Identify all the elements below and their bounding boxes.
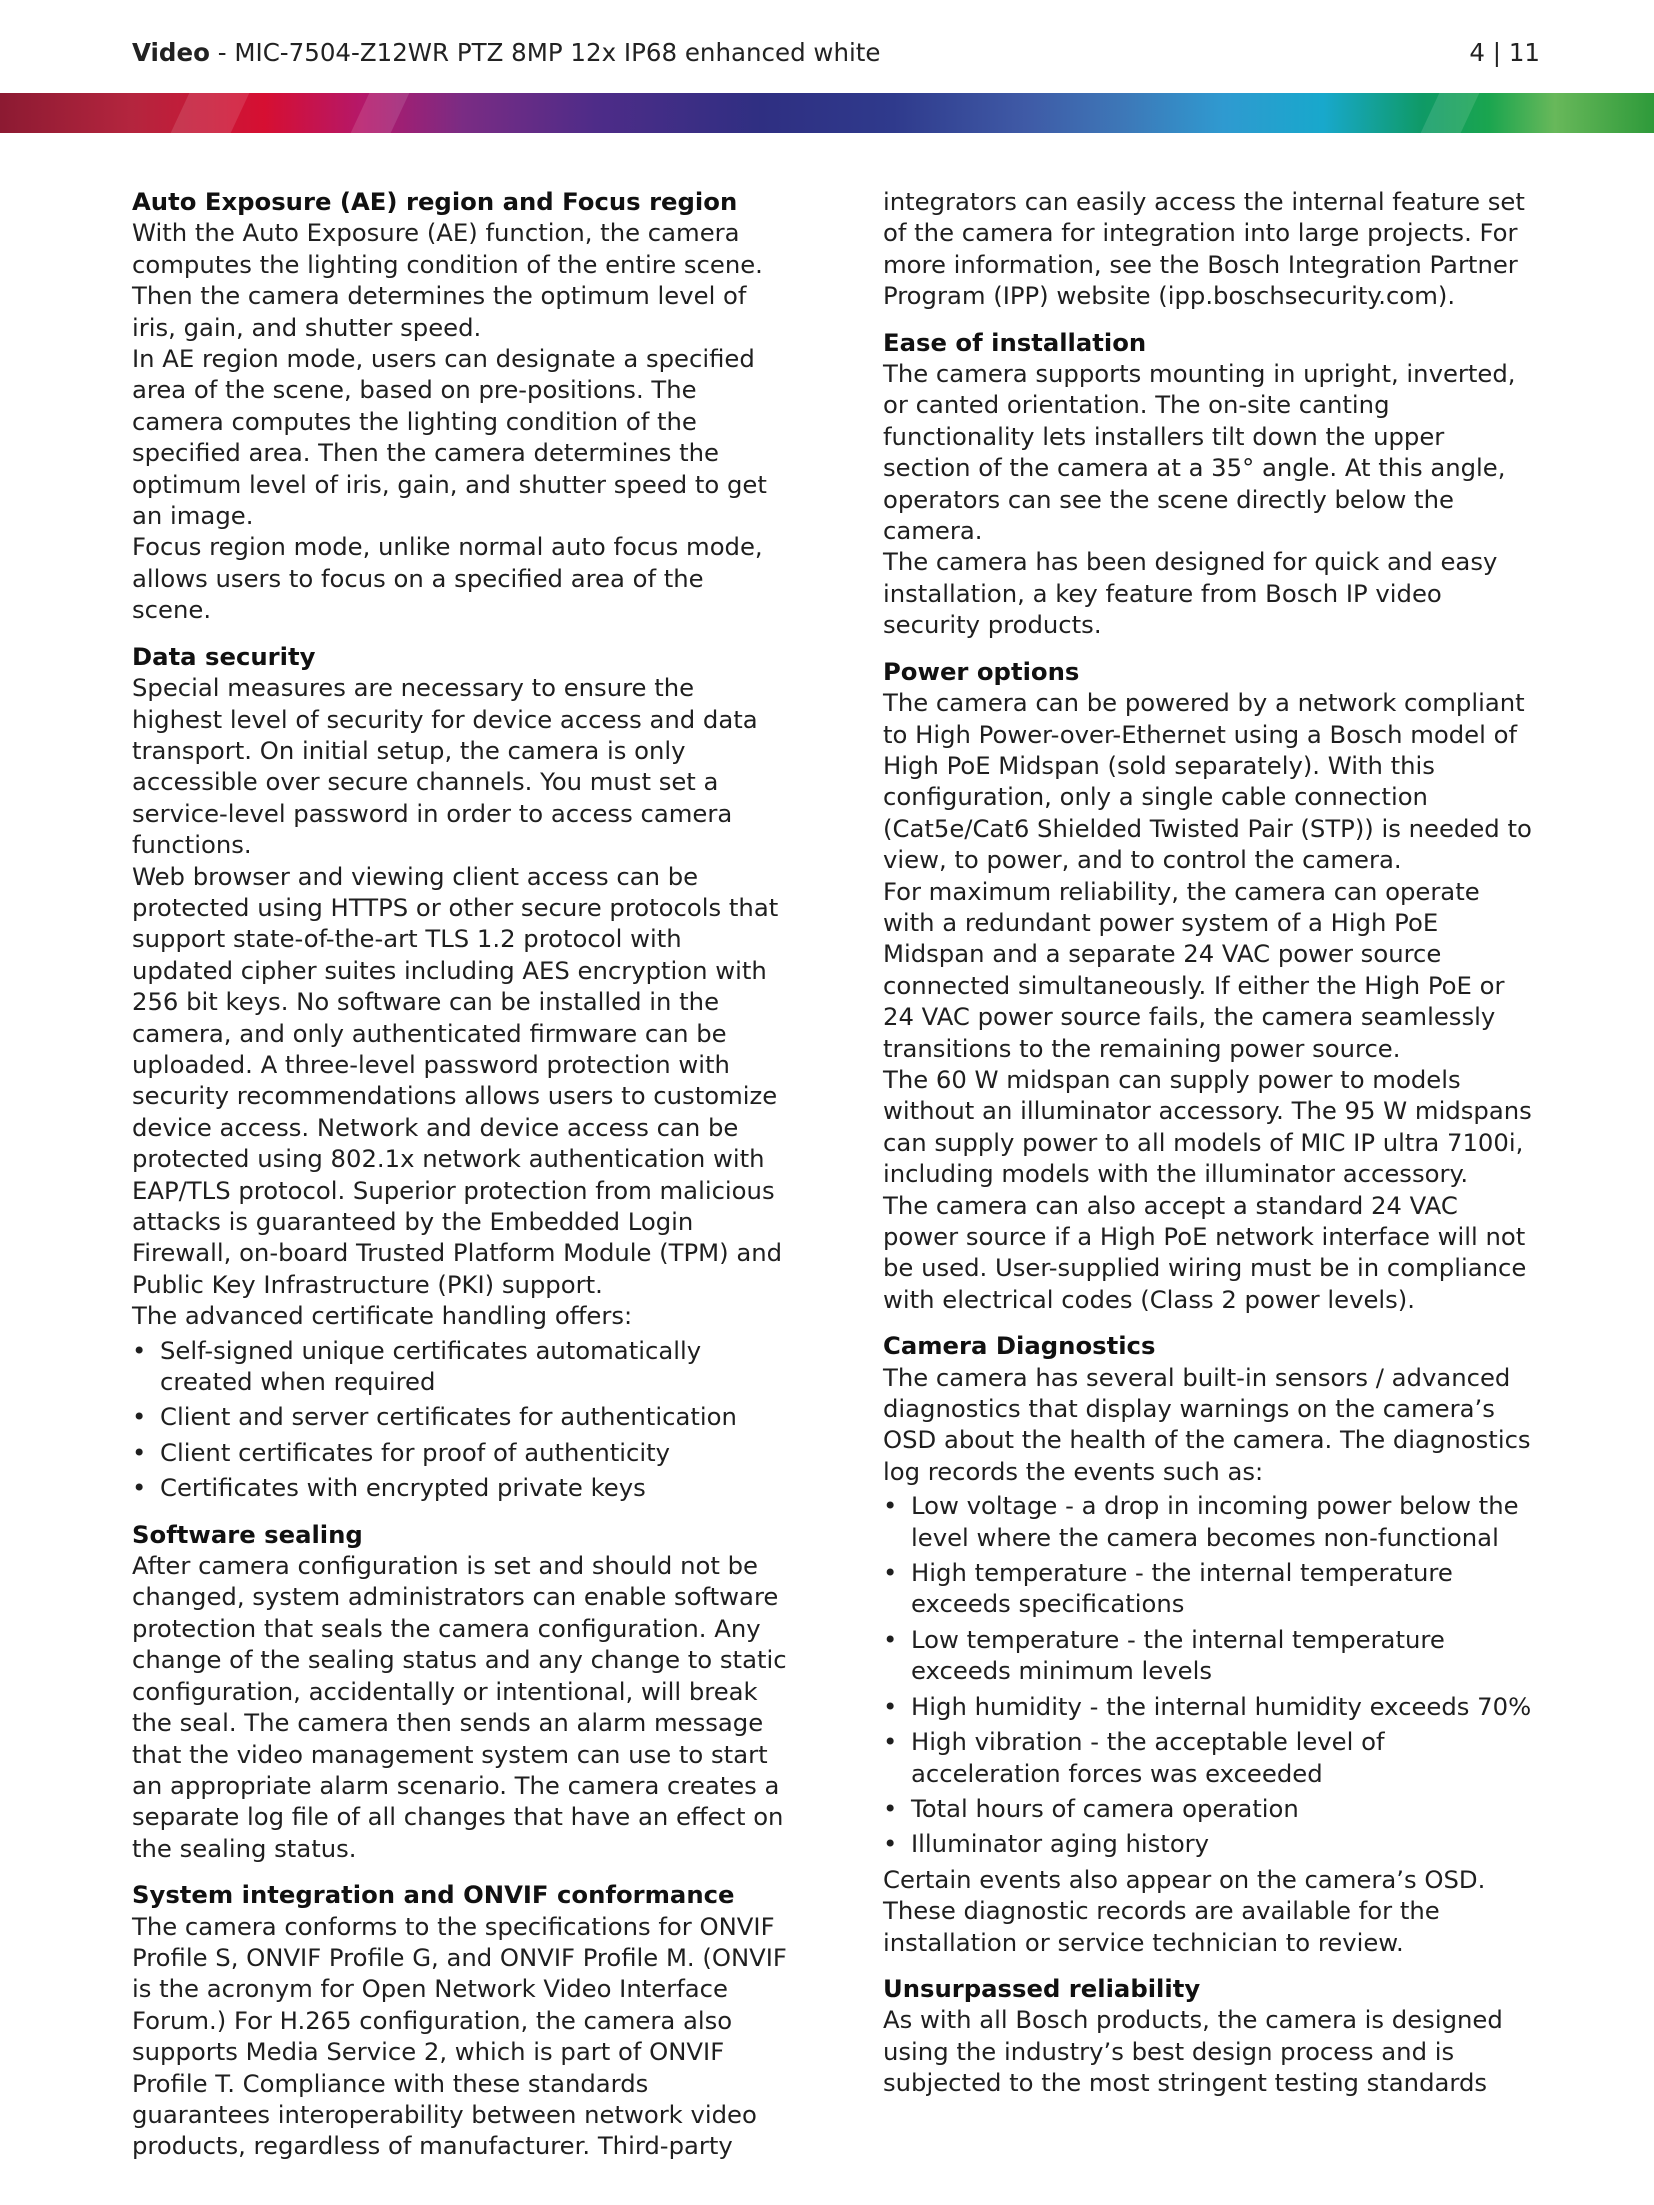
section-heading: Power options <box>883 656 1080 686</box>
band-facet <box>1421 93 1480 133</box>
section-heading: Ease of installation <box>883 327 1147 357</box>
paragraph: The camera has been designed for quick and easy installation, a key feature from Bosch IP video security products. <box>883 547 1498 640</box>
section-heading: Auto Exposure (AE) region and Focus region <box>132 187 738 216</box>
section-heading: Unsurpassed reliability <box>883 1973 1201 2003</box>
paragraph: The camera supports mounting in upright, inverted, or canted orientation. The on-site canting functionality lets installers tilt down the upper section of the camera at a 35° angle. At this angle, operators can see the scene directly below the camera. <box>883 359 1516 546</box>
product-category: Video <box>132 38 210 67</box>
paragraph: The camera can be powered by a network compliant to High Power-over-Ethernet using a Bosch model of High PoE Midspan (sold separately). With this configuration, only a single cable connection (Cat5e/Cat6 Shielded Twisted Pair (STP)) is needed to view, to power, and to control the camera. <box>883 688 1532 875</box>
camera-diagnostics-section <box>883 1330 1538 1958</box>
ease-of-installation-section <box>883 327 1538 641</box>
list-item: • Self-signed unique certificates automatically created when required <box>132 1335 787 1398</box>
list-item: • Client and server certificates for authentication <box>132 1401 787 1432</box>
paragraph: With the Auto Exposure (AE) function, the camera computes the lighting condition of the entire scene. Then the camera determines the optimum level of iris, gain, and shutter speed. <box>132 218 763 342</box>
page-header <box>132 34 1540 74</box>
list-item: • High temperature - the internal temperature exceeds specifications <box>883 1557 1538 1620</box>
diagnostics-list <box>883 1490 1538 1859</box>
band-facet <box>351 93 410 133</box>
list-item: • Total hours of camera operation <box>883 1793 1538 1824</box>
page-number: 4 | 11 <box>1469 38 1540 67</box>
left-column <box>132 186 787 2162</box>
paragraph: Certain events also appear on the camera’s OSD. These diagnostic records are available for the installation or service technician to review. <box>883 1864 1486 1957</box>
software-sealing-section <box>132 1519 787 1864</box>
section-heading: Software sealing <box>132 1519 363 1549</box>
document-title <box>132 38 880 67</box>
paragraph: The advanced certificate handling offers: <box>132 1301 633 1331</box>
paragraph: The camera conforms to the specifications for ONVIF Profile S, ONVIF Profile G, and ONVIF Profile M. (ONVIF is the acronym for Open Network Video Interface Forum.) For H.265 configuration, the camera also supports Media Service 2, which is part of ONVIF Profile T. Compliance with these standards guarantees interoperability between network video products, regardless of manufacturer. Third-party <box>132 1911 787 2161</box>
paragraph: As with all Bosch products, the camera is designed using the industry’s best design process and is subjected to the most stringent testing standards <box>883 2005 1503 2098</box>
right-column <box>883 186 1538 2099</box>
list-item: • Illuminator aging history <box>883 1828 1538 1859</box>
paragraph: The camera can also accept a standard 24 VAC power source if a High PoE network interface will not be used. User-supplied wiring must be in compliance with electrical codes (Class 2 power levels). <box>883 1190 1527 1314</box>
brand-color-band <box>0 93 1654 133</box>
list-item: • High humidity - the internal humidity exceeds 70% <box>883 1691 1538 1722</box>
section-heading: System integration and ONVIF conformance <box>132 1880 735 1910</box>
band-facet <box>171 93 250 133</box>
list-item: • Low temperature - the internal temperature exceeds minimum levels <box>883 1624 1538 1687</box>
section-heading: Camera Diagnostics <box>883 1331 1156 1361</box>
onvif-continued-section <box>883 186 1538 312</box>
product-title: - MIC-7504-Z12WR PTZ 8MP 12x IP68 enhanced white <box>209 38 881 67</box>
paragraph: Special measures are necessary to ensure the highest level of security for device access and data transport. On initial setup, the camera is only accessible over secure channels. You must set a service-level password in order to access camera functions. <box>132 673 758 860</box>
list-item: • Client certificates for proof of authenticity <box>132 1437 787 1468</box>
list-item: • Low voltage - a drop in incoming power below the level where the camera becomes non-functional <box>883 1490 1538 1553</box>
paragraph: Web browser and viewing client access can be protected using HTTPS or other secure protocols that support state-of-the-art TLS 1.2 protocol with updated cipher suites including AES encryption with 256 bit keys. No software can be installed in the camera, and only authenticated firmware can be uploaded. A three-level password protection with security recommendations allows users to customize device access. Network and device access can be protected using 802.1x network authentication with EAP/TLS protocol. Superior protection from malicious attacks is guaranteed by the Embedded Login Firewall, on-board Trusted Platform Module (TPM) and Public Key Infrastructure (PKI) support. <box>132 861 783 1299</box>
paragraph: The camera has several built-in sensors / advanced diagnostics that display warnings on the camera’s OSD about the health of the camera. The diagnostics log records the events such as: <box>883 1362 1531 1486</box>
power-options-section <box>883 656 1538 1316</box>
list-item: • Certificates with encrypted private keys <box>132 1472 787 1503</box>
paragraph: In AE region mode, users can designate a specified area of the scene, based on pre-positions. The camera computes the lighting condition of the specified area. Then the camera determines the optimum level of iris, gain, and shutter speed to get an image. <box>132 344 767 531</box>
paragraph: Focus region mode, unlike normal auto focus mode, allows users to focus on a specified area of the scene. <box>132 532 763 625</box>
data-security-section <box>132 641 787 1504</box>
ae-focus-section <box>132 186 787 626</box>
onvif-section <box>132 1879 787 2162</box>
section-heading: Data security <box>132 641 316 671</box>
paragraph: For maximum reliability, the camera can operate with a redundant power system of a High PoE Midspan and a separate 24 VAC power source connected simultaneously. If either the High PoE or 24 VAC power source fails, the camera seamlessly transitions to the remaining power source. <box>883 876 1505 1063</box>
paragraph: After camera configuration is set and should not be changed, system administrators can enable software protection that seals the camera configuration. Any change of the sealing status and any change to static configuration, accidentally or intentional, will break the seal. The camera then sends an alarm message that the video management system can use to start an appropriate alarm scenario. The camera creates a separate log file of all changes that have an effect on the sealing status. <box>132 1551 787 1863</box>
paragraph: The 60 W midspan can supply power to models without an illuminator accessory. The 95 W midspans can supply power to all models of MIC IP ultra 7100i, including models with the illuminator accessory. <box>883 1064 1532 1189</box>
reliability-section <box>883 1973 1538 2099</box>
list-item: • High vibration - the acceptable level of acceleration forces was exceeded <box>883 1726 1538 1789</box>
certificate-list <box>132 1335 787 1504</box>
paragraph: integrators can easily access the internal feature set of the camera for integration into large projects. For more information, see the Bosch Integration Partner Program (IPP) website (ipp.boschsecurity.com). <box>883 187 1525 311</box>
